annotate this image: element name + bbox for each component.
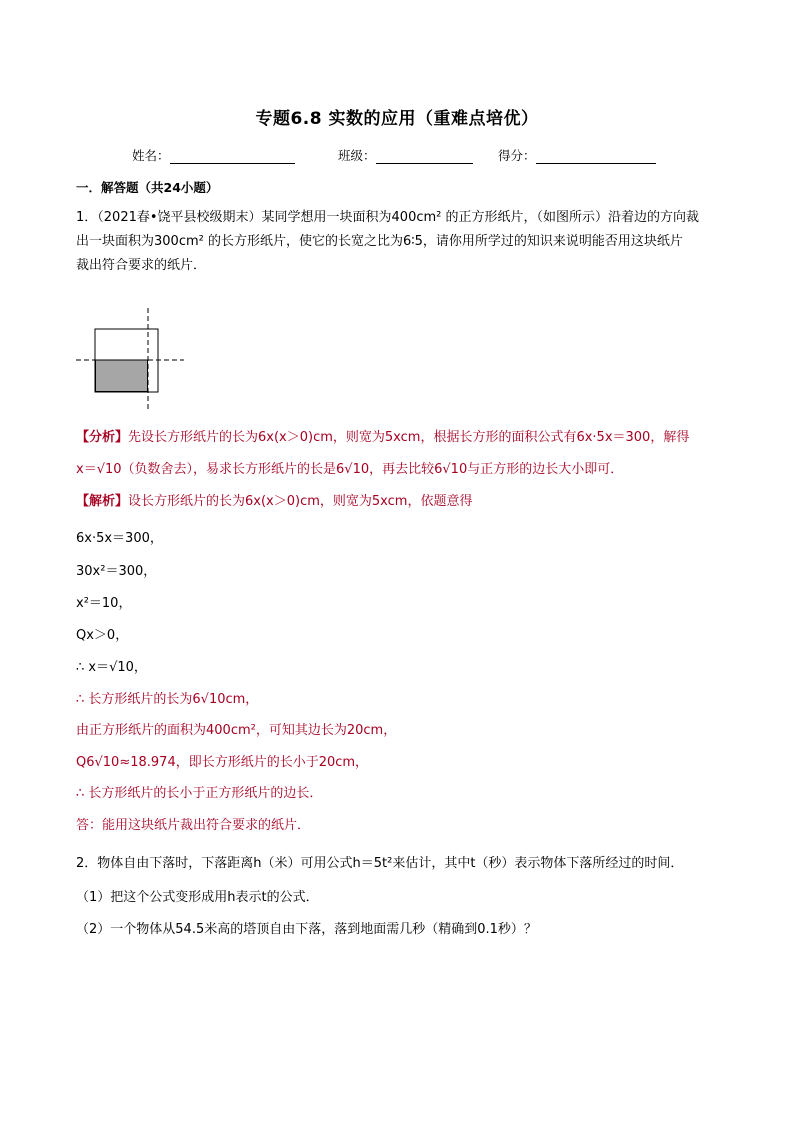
step-3: x²＝10， <box>76 596 132 611</box>
q1-line-3: 裁出符合要求的纸片． <box>76 258 207 273</box>
class-field[interactable] <box>338 146 473 164</box>
q2-sub-2: （2）一个物体从54.5米高的塔顶自由下落，落到地面需几秒（精确到0.1秒）？ <box>76 922 537 937</box>
step-4: Qx＞0， <box>76 628 129 643</box>
name-label: 姓名： <box>132 148 170 163</box>
class-blank[interactable] <box>376 150 473 164</box>
q2-line-1: 2．物体自由下落时，下落距离h（米）可用公式h＝5t²来估计，其中t（秒）表示物体下落所经过的时间． <box>76 856 684 871</box>
name-blank[interactable] <box>170 150 295 164</box>
q2-sub-1: （1）把这个公式变形成用h表示t的公式． <box>76 890 319 905</box>
q1-line-1: 1．（2021春•饶平县校级期末）某同学想用一块面积为400cm² 的正方形纸片，（如图所示）沿着边的方向裁 <box>76 210 699 225</box>
question-1 <box>76 206 726 278</box>
class-label: 班级： <box>338 148 376 163</box>
step-2: 30x²＝300， <box>76 564 157 579</box>
score-field[interactable] <box>498 146 656 164</box>
score-label: 得分： <box>498 148 536 163</box>
name-field[interactable] <box>132 146 295 164</box>
step-6: ∴ 长方形纸片的长为6√10cm， <box>76 692 259 707</box>
step-5: ∴ x＝√10， <box>76 660 147 675</box>
rectangle-shaded <box>96 360 148 392</box>
square-cut-figure <box>74 304 186 412</box>
page-title: 专题6.8 实数的应用（重难点培优） <box>255 109 539 129</box>
q1-line-2: 出一块面积为300cm² 的长方形纸片，使它的长宽之比为6∶5，请你用所学过的知识来说明能否用这块纸片 <box>76 234 683 249</box>
step-8: Q6√10≈18.974，即长方形纸片的长小于20cm， <box>76 755 369 770</box>
step-7: 由正方形纸片的面积为400cm²，可知其边长为20cm， <box>76 723 397 738</box>
step-9: ∴ 长方形纸片的长小于正方形纸片的边长． <box>76 786 323 801</box>
solution-line-1: 设长方形纸片的长为6x(x＞0)cm，则宽为5xcm，依题意得 <box>128 494 473 509</box>
section-heading: 一．解答题（共24小题） <box>76 180 219 195</box>
solution-tag: 【解析】 <box>76 494 129 509</box>
step-10: 答：能用这块纸片裁出符合要求的纸片． <box>76 818 311 833</box>
score-blank[interactable] <box>536 150 656 164</box>
step-1: 6x·5x＝300， <box>76 531 163 546</box>
analysis-line-2: x＝√10（负数舍去），易求长方形纸片的长是6√10，再去比较6√10与正方形的边长大小即可． <box>76 462 624 477</box>
solution-header <box>76 490 726 514</box>
analysis-block <box>76 426 726 482</box>
analysis-line-1: 先设长方形纸片的长为6x(x＞0)cm，则宽为5xcm，根据长方形的面积公式有6x·5x＝300，解得 <box>128 430 690 445</box>
analysis-tag: 【分析】 <box>76 430 129 445</box>
